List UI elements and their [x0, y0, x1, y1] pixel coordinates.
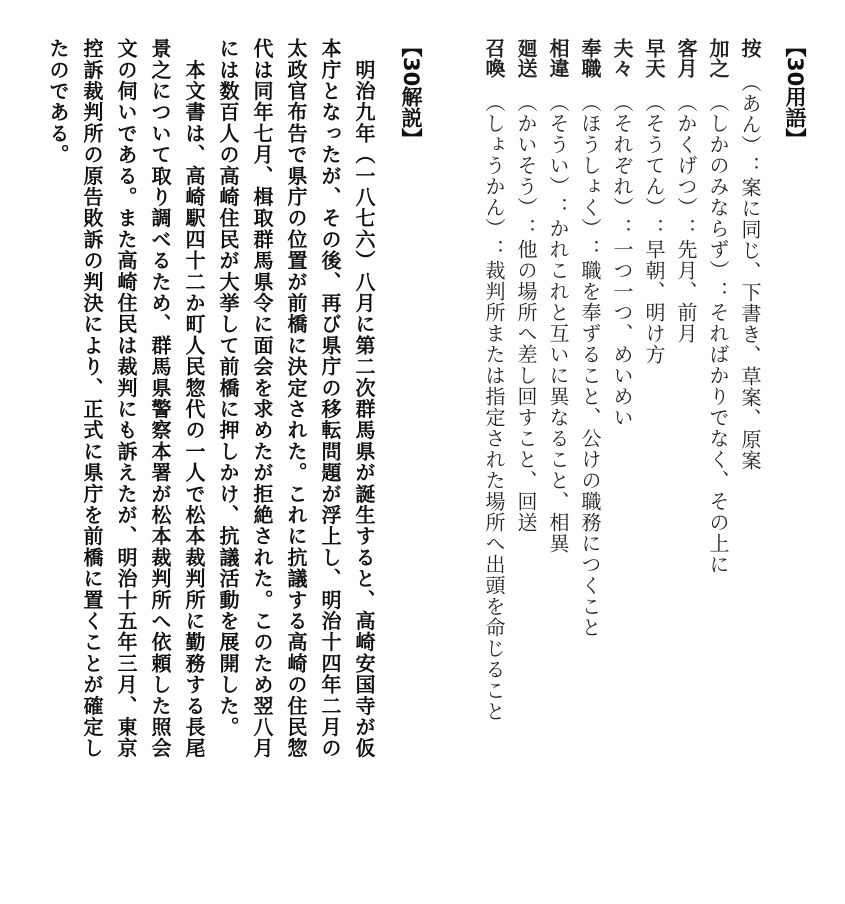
term-entry	[548, 38, 568, 554]
terms-heading: 【30用語】	[783, 36, 807, 150]
term-entry	[580, 38, 600, 638]
commentary-line: 文の伺いである。また高崎住民は裁判にも訴えたが、明治十五年三月、東京	[114, 38, 138, 759]
term-entry	[516, 38, 536, 533]
term-entry	[484, 38, 504, 722]
commentary-line: 控訴裁判所の原告敗訴の判決により、正式に県庁を前橋に置くことが確定し	[80, 38, 104, 759]
term-entry	[708, 38, 728, 575]
term-entry	[740, 38, 760, 471]
term-definition: （それぞれ）：一つ一つ、めいめい	[610, 92, 634, 428]
commentary-heading: 【30解説】	[399, 36, 423, 150]
commentary-line: たのである。	[46, 38, 70, 166]
term-definition: （かいそう）：他の場所へ差し回すこと、回送	[514, 92, 538, 533]
term-definition: （ほうしょく）：職を奉ずること、公けの職務につくこと	[578, 92, 602, 638]
term-definition: （あん）：案に同じ、下書き、草案、原案	[738, 72, 762, 471]
term-entry	[612, 38, 632, 428]
term-word: 廻送	[514, 38, 538, 78]
term-word: 相違	[546, 38, 570, 78]
commentary-line: 景之について取り調べるため、群馬県警察本署が松本裁判所へ依頼した照会	[148, 38, 172, 759]
term-definition: （しょうかん）：裁判所または指定された場所へ出頭を命じること	[482, 92, 506, 722]
commentary-line: には数百人の高崎住民が大挙して前橋に押しかけ、抗議活動を展開した。	[216, 38, 240, 738]
commentary-line: 太政官布告で県庁の位置が前橋に決定された。これに抗議する高崎の住民惣	[284, 38, 308, 759]
term-definition: （そうい）：かれこれと互いに異なること、相異	[546, 92, 570, 554]
term-word: 按	[738, 38, 762, 58]
term-entry	[676, 38, 696, 344]
term-word: 早天	[642, 38, 666, 78]
term-definition: （しかのみならず）：そればかりでなく、その上に	[706, 92, 730, 575]
term-definition: （かくげつ）：先月、前月	[674, 92, 698, 344]
term-word: 召喚	[482, 38, 506, 78]
term-definition: （そうてん）：早朝、明け方	[642, 92, 666, 365]
term-word: 客月	[674, 38, 698, 78]
term-word: 夫々	[610, 38, 634, 78]
term-entry	[644, 38, 664, 365]
commentary-line: 明治九年（一八七六）八月に第二次群馬県が誕生すると、高崎安国寺が仮	[352, 38, 376, 759]
term-word: 奉職	[578, 38, 602, 78]
commentary-line: 本文書は、高崎駅四十二か町人民惣代の一人で松本裁判所に勤務する長尾	[182, 38, 206, 759]
term-word: 加之	[706, 38, 730, 78]
commentary-line: 本庁となったが、その後、再び県庁の移転問題が浮上し、明治十四年二月の	[318, 38, 342, 759]
commentary-line: 代は同年七月、楫取群馬県令に面会を求めたが拒絶された。このため翌八月	[250, 38, 274, 759]
